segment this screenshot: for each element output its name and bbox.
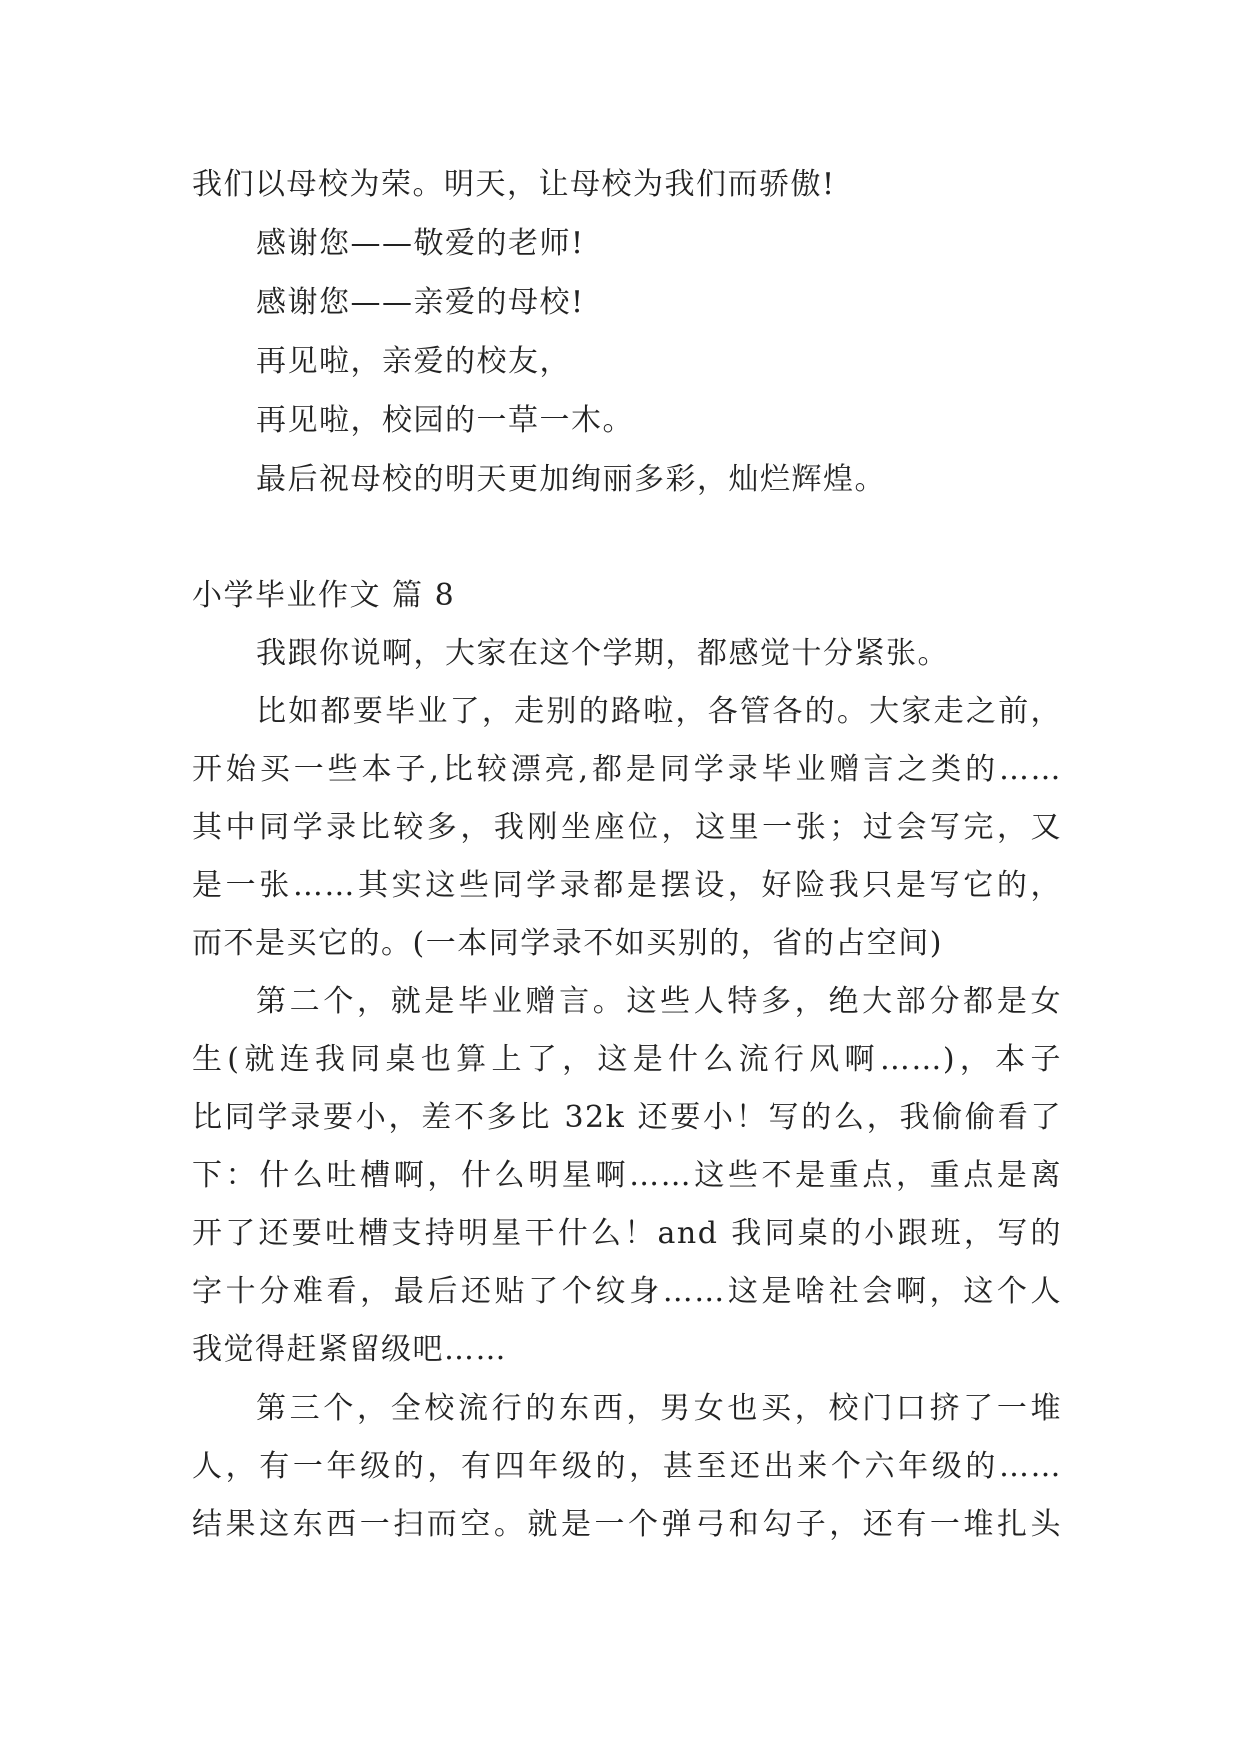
text-line: 是一张……其实这些同学录都是摆设，好险我只是写它的，	[192, 868, 1062, 903]
text-line: 第三个，全校流行的东西，男女也买，校门口挤了一堆	[256, 1391, 1062, 1426]
text-line: 我跟你说啊，大家在这个学期，都感觉十分紧张。	[256, 636, 949, 671]
text-line: 再见啦，亲爱的校友，	[256, 344, 571, 379]
text-line: 开始买一些本子,比较漂亮,都是同学录毕业赠言之类的……	[192, 752, 1062, 787]
text-line: 生(就连我同桌也算上了，这是什么流行风啊……)，本子	[192, 1042, 1062, 1077]
text-line: 结果这东西一扫而空。就是一个弹弓和勾子，还有一堆扎头	[192, 1507, 1062, 1542]
text-line: 比同学录要小，差不多比 32k 还要小！写的么，我偷偷看了	[192, 1100, 1062, 1135]
section-heading: 小学毕业作文 篇 8	[192, 578, 456, 613]
text-line: 再见啦，校园的一草一木。	[256, 403, 634, 438]
text-line: 我觉得赶紧留级吧……	[192, 1332, 507, 1367]
text-line: 我们以母校为荣。明天，让母校为我们而骄傲!	[192, 167, 836, 202]
text-line: 感谢您——敬爱的老师!	[256, 226, 585, 261]
text-line: 开了还要吐槽支持明星干什么！and 我同桌的小跟班，写的	[192, 1216, 1062, 1251]
text-line: 而不是买它的。(一本同学录不如买别的，省的占空间)	[192, 926, 943, 961]
text-line: 比如都要毕业了，走别的路啦，各管各的。大家走之前，	[256, 694, 1062, 729]
text-line: 其中同学录比较多，我刚坐座位，这里一张；过会写完，又	[192, 810, 1062, 845]
text-line: 字十分难看，最后还贴了个纹身……这是啥社会啊，这个人	[192, 1274, 1062, 1309]
text-line: 感谢您——亲爱的母校!	[256, 285, 585, 320]
text-line: 第二个，就是毕业赠言。这些人特多，绝大部分都是女	[256, 984, 1062, 1019]
text-line: 最后祝母校的明天更加绚丽多彩，灿烂辉煌。	[256, 462, 886, 497]
text-line: 下：什么吐槽啊，什么明星啊……这些不是重点，重点是离	[192, 1158, 1062, 1193]
text-line: 人，有一年级的，有四年级的，甚至还出来个六年级的……	[192, 1449, 1062, 1484]
